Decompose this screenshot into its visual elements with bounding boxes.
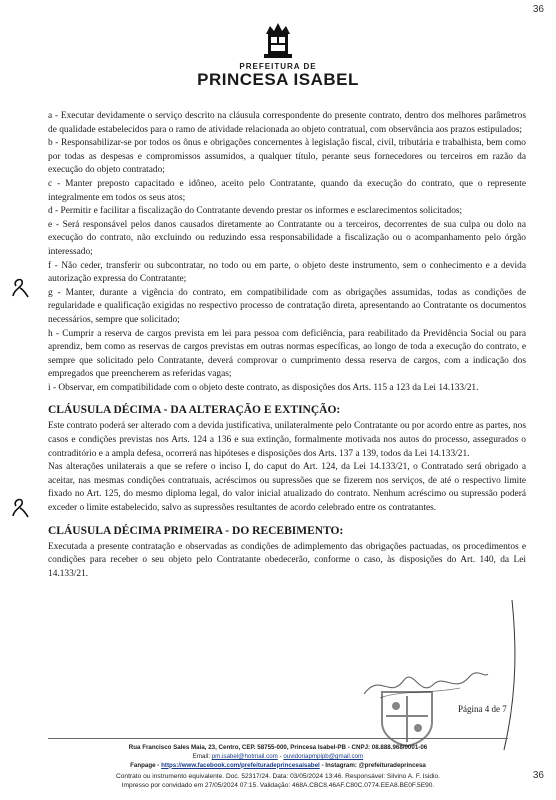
obligation-item: h - Cumprir a reserva de cargos prevista em lei para pessoa com deficiência, para reabilitado da Previdência Social ou para aprendiz, bem como as reservas de cargos previstas em outras normas específicas, ao longo de toda a execução do contrato, e sempre que solicitado pelo Contratante, deverá comprovar o cumprimento dessa reserva de cargos, com a indicação dos empregados que preencherem as referidas vagas; [48,328,526,380]
obligation-item: i - Observar, em compatibilidade com o objeto deste contrato, as disposições dos Arts. 115 a 123 da Lei 14.133/21. [48,382,479,393]
obligation-item: g - Manter, durante a vigência do contrato, em compatibilidade com as obrigações assumidas, todas as condições de regularidade e qualificação exigidas no respectivo processo de contratação direta, apresentando ao Contratante os documentos necessários, sempre que solicitado; [48,287,526,325]
fanpage-link[interactable]: https://www.facebook.com/prefeituradeprincesaisabel [161,761,320,769]
document-footer [0,744,556,770]
page-indicator: Página 4 de 7 [458,704,507,714]
obligation-item: b - Responsabilizar-se por todos os ônus e obrigações concernentes à legislação fiscal, civil, tributária e trabalhista, bem como por todas as despesas e compromissos assumidos, a qualquer título, perante seus fornecedores ou terceiros em razão da execução do objeto contratado; [48,138,526,176]
metadata-line: Contrato ou instrumento equivalente. Doc. 52317/24. Data: 03/05/2024 13:46. Responsável: Silvino A. F. Isidio. [115,773,441,780]
obligation-item: e - Será responsável pelos danos causados diretamente ao Contratante ou a terceiros, decorrentes de sua culpa ou dolo na execução do contrato, não excluindo ou reduzindo essa responsabilidade a fiscalização ou o acompanhamento pelo órgão interessado; [48,219,526,257]
footer-address: Rua Francisco Sales Maia, 23, Centro, CEP. 58755-000, Princesa Isabel-PB - CNPJ: 08.888.968/0001-06 [128,744,428,751]
clause-ten-paragraph: Nas alterações unilaterais a que se refere o inciso I, do caput do Art. 124, da Lei 14.133/21, o Contratado será obrigado a aceitar, nas mesmas condições contratuais, acréscimos ou supressões que se fizerem nos serviços, de até o respectivo limite fixado no Art. 125, do mesmo diploma legal, do valor inicial atualizado do contrato. Nenhum acréscimo ou supressão poderá exceder o limite estabelecido, salvo as supressões resultantes de acordo celebrado entre os contratantes. [48,462,526,514]
page-number-bottom: 36 [532,770,544,781]
clause-eleven-paragraph: Executada a presente contratação e observadas as condições de adimplemento das obrigações pactuadas, os procedimentos e condições para receber o seu objeto pelo Contratante obedecerão, conforme o caso, às disposições do Art. 140, da Lei 14.133/21. [48,541,526,579]
footer-divider [48,738,508,739]
obligation-item: a - Executar devidamente o serviço descrito na cláusula correspondente do presente contrato, dentro dos melhores parâmetros de qualidade estabelecidos para o ramo de atividade relacionada ao objeto contratual, com observância aos prazos estipulados; [48,111,526,135]
initials-mark-icon [10,496,30,518]
clause-ten-title: CLÁUSULA DÉCIMA - DA ALTERAÇÃO E EXTINÇÃO: [48,404,341,417]
clause-ten-paragraph: Este contrato poderá ser alterado com a devida justificativa, unilateralmente pelo Contratante ou por acordo entre as partes, nos casos e condições previstas nos Arts. 124 a 136 e sua extinção, formalmente motivada nos autos do processo, assegurados o contraditório e a ampla defesa, ocorrerá nas hipóteses e disposições dos Arts. 137 a 139, todos da Lei 14.133/21. [48,421,526,459]
footer-social-line [0,762,556,771]
header-small-title: PREFEITURA DE [239,62,317,71]
obligation-item: f - Não ceder, transferir ou subcontratar, no todo ou em parte, o objeto deste instrumento, sem o conhecimento e a devida autorização expressa do Contratante; [48,260,526,285]
email-link[interactable]: ouvidoriapmpipb@gmail.com [283,752,364,760]
metadata-line: Impresso por convidado em 27/05/2024 07:15. Validação: 468A.CBC8.46AF.C80C.0774.EEA8.BE0F.5E90. [121,782,435,789]
instagram-handle: - Instagram: @prefeituradeprincesa [321,761,426,769]
header-main-title: PRINCESA ISABEL [197,70,359,89]
obligation-item: d - Permitir e facilitar a fiscalização do Contratante devendo prestar os informes e esclarecimentos solicitados; [48,206,463,217]
email-label: Email: [192,752,210,760]
clause-eleven-title: CLÁUSULA DÉCIMA PRIMEIRA - DO RECEBIMENTO: [48,524,344,537]
email-link[interactable]: pm.isabel@hotmail.com [211,752,278,760]
document-header [0,20,556,89]
municipal-seal-icon [368,688,446,748]
initials-mark-icon [10,276,30,298]
contract-body [48,110,526,581]
signature-stroke-icon [490,600,520,750]
fanpage-label: Fanpage - [130,761,160,769]
obligation-item: c - Manter preposto capacitado e idôneo, aceito pelo Contratante, quando da execução do contrato, que o represente integralmente em todos os seus atos; [48,178,526,203]
footer-email-line: Email: pm.isabel@hotmail.com - ouvidoriapmpipb@gmail.com [192,752,364,760]
page-number-top: 36 [532,4,544,15]
municipal-crest-icon [260,20,296,60]
document-metadata [0,772,556,790]
